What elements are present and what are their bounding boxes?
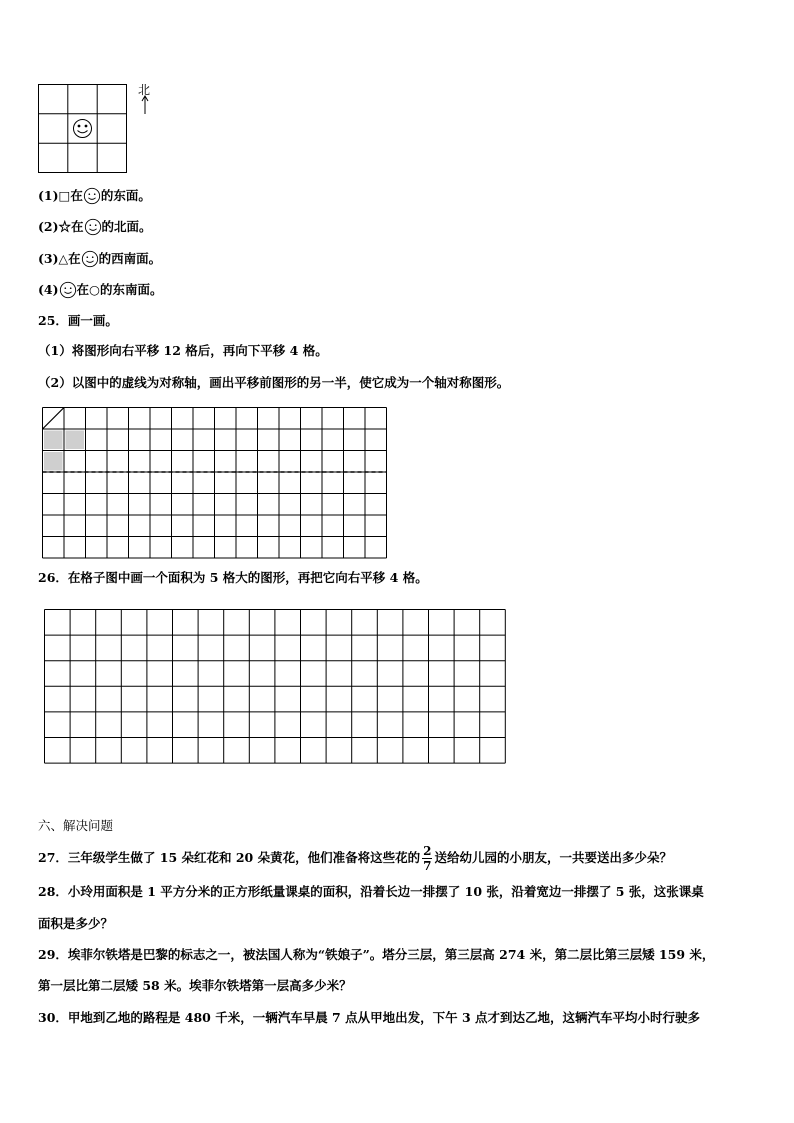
q24-item-1: (1)□在 的东面。 [38, 188, 151, 203]
shaded-cell [66, 431, 85, 450]
q25-grid [42, 407, 388, 559]
q29-line2: 第一层比第二层矮 58 米。埃菲尔铁塔第一层高多少米？ [38, 978, 352, 993]
north-label: 北 [138, 83, 151, 97]
q26-grid [44, 609, 506, 765]
north-arrow-icon [140, 95, 150, 115]
direction-grid [38, 84, 128, 174]
q30-line1: 30．甲地到乙地的路程是 480 千米，一辆汽车早晨 7 点从甲地出发，下午 3 点才到达乙地，这辆汽车平均小时行驶多 [38, 1010, 700, 1025]
q24-item-4: (4) 在○的东南面。 [38, 282, 163, 297]
q25-sub1: （1）将图形向右平移 12 格后，再向下平移 4 格。 [38, 343, 328, 358]
smiley-icon [59, 281, 77, 299]
smiley-icon [74, 120, 92, 138]
q24-item-3: (3)△在 的西南面。 [38, 251, 162, 266]
q24-item-2: (2)☆在 的北面。 [38, 219, 152, 234]
q28-line1: 28．小玲用面积是 1 平方分米的正方形纸量课桌的面积，沿着长边一排摆了 10 张，沿着宽边一排摆了 5 张，这张课桌 [38, 884, 704, 899]
q25-title: 25．画一画。 [38, 313, 118, 328]
section6-title: 六、解决问题 [38, 818, 114, 833]
shaded-cell [44, 431, 63, 450]
q26-title: 26．在格子图中画一个面积为 5 格大的图形，再把它向右平移 4 格。 [38, 570, 428, 585]
smiley-icon [81, 250, 99, 268]
q29-line1: 29．埃菲尔铁塔是巴黎的标志之一，被法国人称为“铁娘子”。塔分三层，第三层高 274 米，第二层比第三层矮 159 米， [38, 947, 715, 962]
q27-fraction: $\frac{2}{7}$ [423, 844, 432, 873]
shaded-cell [44, 452, 63, 471]
q25-sub2: （2）以图中的虚线为对称轴，画出平移前图形的另一半，使它成为一个轴对称图形。 [38, 375, 510, 390]
q27: 27．三年级学生做了 15 朵红花和 20 朵黄花，他们准备将这些花的 $\frac{2}{7}$ 送给幼儿园的小朋友，一共要送出多少朵？ [38, 844, 672, 873]
q28-line2: 面积是多少？ [38, 916, 114, 931]
diagonal-edge [43, 408, 65, 430]
smiley-icon [84, 218, 102, 236]
smiley-icon [83, 187, 101, 205]
